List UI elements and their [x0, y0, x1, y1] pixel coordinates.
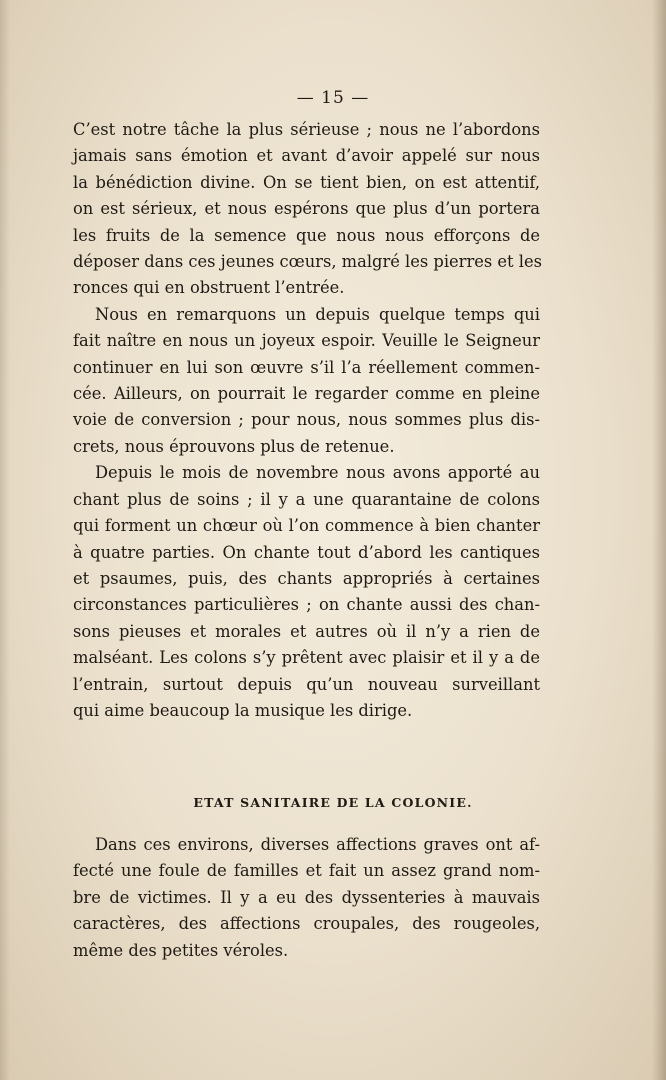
text-line: fecté une foule de familles et fait un assez grand nom- — [73, 861, 540, 881]
text-line: fait naître en nous un joyeux espoir. Veuille le Seigneur — [73, 331, 540, 351]
text-line: circonstances particulières ; on chante aussi des chan- — [73, 595, 540, 615]
text-line: jamais sans émotion et avant d’avoir appelé sur nous — [73, 146, 540, 166]
text-line: voie de conversion ; pour nous, nous sommes plus dis- — [73, 410, 540, 430]
page-right-edge — [652, 0, 666, 1080]
text-line: Dans ces environs, diverses affections graves ont af- — [95, 835, 540, 854]
text-line: cée. Ailleurs, on pourrait le regarder comme en pleine — [73, 384, 540, 404]
text-line: C’est notre tâche la plus sérieuse ; nous ne l’abordons — [73, 120, 540, 139]
text-line: l’entrain, surtout depuis qu’un nouveau surveillant — [73, 674, 540, 694]
text-line: sons pieuses et morales et autres où il n’y a rien de — [73, 621, 540, 641]
text-line: les fruits de la semence que nous nous efforçons de — [73, 225, 540, 245]
text-line: continuer en lui son œuvre s’il l’a réellement commen- — [73, 357, 540, 377]
text-line: bre de victimes. Il y a eu des dyssenteries à mauvais — [73, 887, 540, 907]
text-line: à quatre parties. On chante tout d’abord les cantiques — [73, 542, 540, 562]
text-line: et psaumes, puis, des chants appropriés à certaines — [73, 568, 540, 588]
body-text-main — [73, 117, 540, 724]
text-line: Depuis le mois de novembre nous avons apporté au — [95, 463, 540, 483]
page-number: — 15 — — [296, 88, 370, 108]
page-left-edge — [0, 0, 10, 1080]
text-line: caractères, des affections croupales, des rougeoles, — [73, 914, 540, 934]
text-line: malséant. Les colons s’y prêtent avec plaisir et il y a de — [73, 648, 540, 668]
text-line: ronces qui en obstruent l’entrée. — [73, 278, 345, 298]
text-line: qui forment un chœur où l’on commence à bien chanter — [73, 516, 540, 536]
section-heading: ETAT SANITAIRE DE LA COLONIE. — [193, 795, 473, 810]
text-line: crets, nous éprouvons plus de retenue. — [73, 436, 395, 456]
text-line: chant plus de soins ; il y a une quarantaine de colons — [73, 489, 540, 509]
text-line: la bénédiction divine. On se tient bien, on est attentif, — [73, 172, 540, 192]
text-line: on est sérieux, et nous espérons que plus d’un portera — [73, 199, 540, 219]
body-text-health — [73, 832, 540, 964]
text-line: même des petites véroles. — [73, 940, 289, 960]
text-line: Nous en remarquons un depuis quelque temps qui — [95, 304, 540, 324]
text-line: qui aime beaucoup la musique les dirige. — [73, 700, 413, 720]
text-line: déposer dans ces jeunes cœurs, malgré les pierres et les — [73, 252, 542, 272]
